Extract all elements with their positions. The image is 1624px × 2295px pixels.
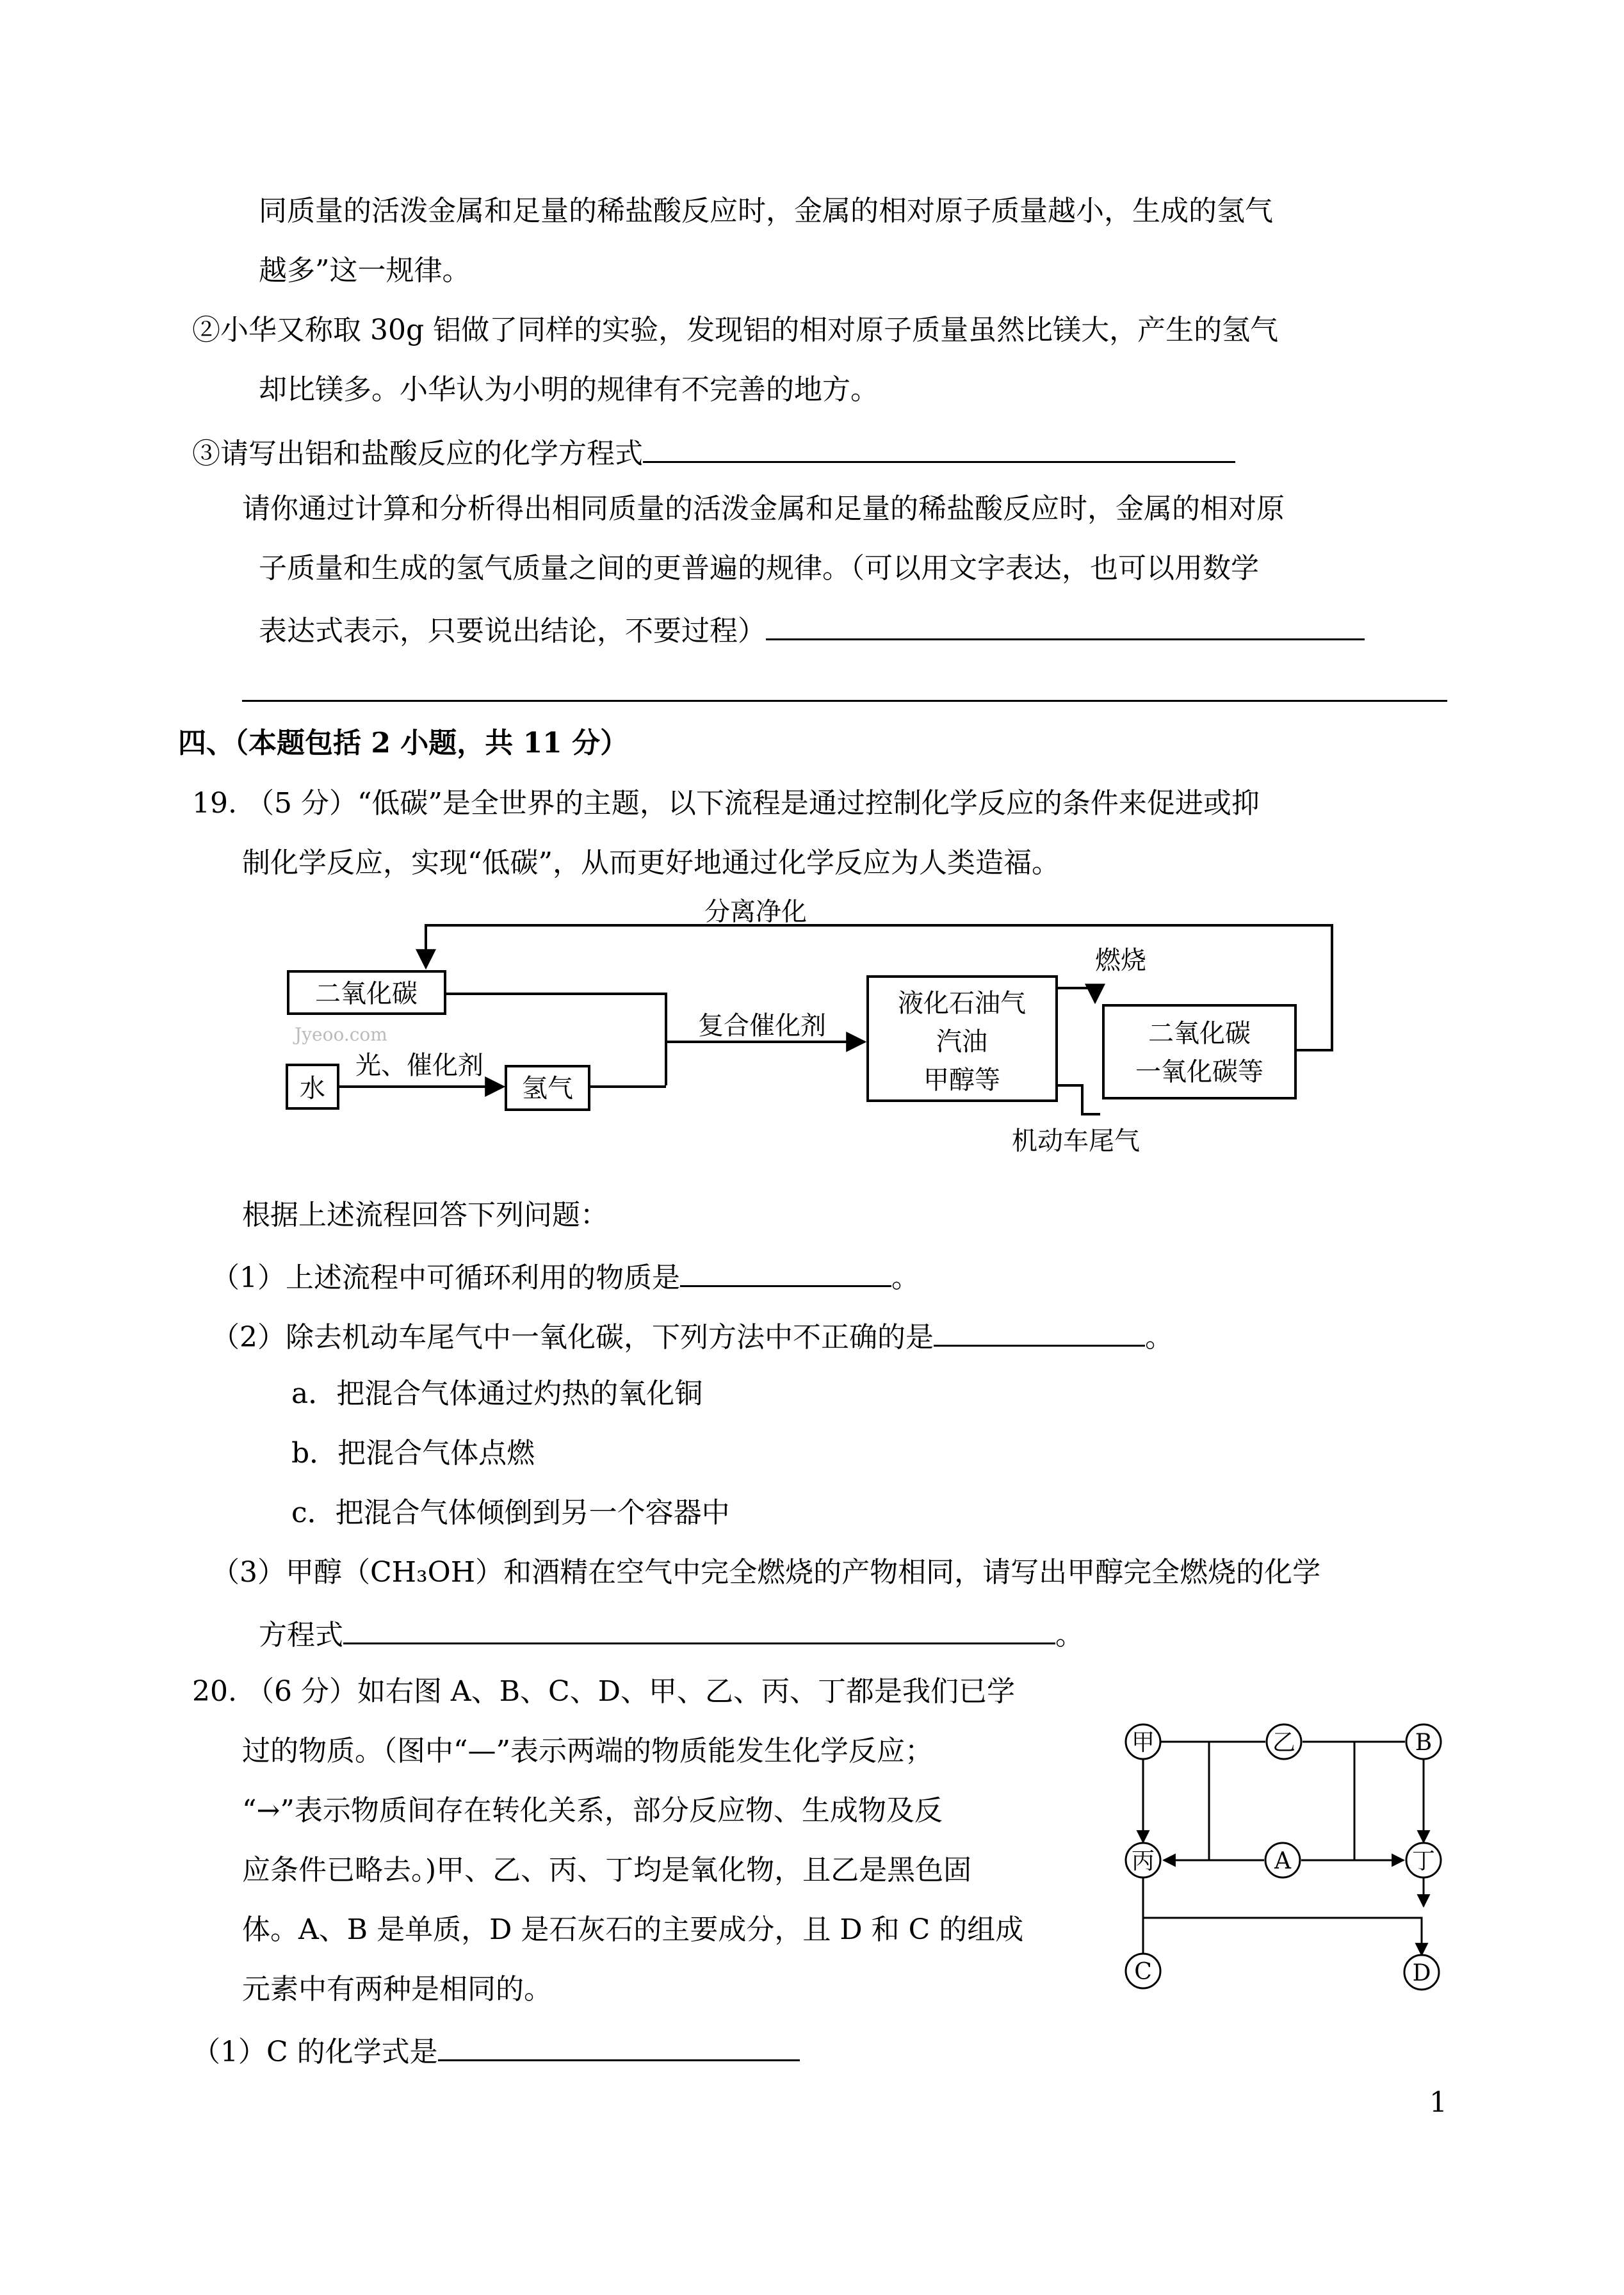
- q19-sub3-line1: （3）甲醇（CH₃OH）和酒精在空气中完全燃烧的产物相同，请写出甲醇完全燃烧的化学: [211, 1556, 1321, 1589]
- q20-line1: 20. （6 分）如右图 A、B、C、D、甲、乙、丙、丁都是我们已学: [192, 1675, 1015, 1708]
- q20-line5: 体。A、B 是单质，D 是石灰石的主要成分，且 D 和 C 的组成: [242, 1913, 1024, 1946]
- label-hydrogen: 氢气: [522, 1074, 573, 1103]
- node-jia: 甲: [1131, 1730, 1155, 1756]
- label-water: 水: [300, 1074, 325, 1103]
- q19-sub3-line2: [259, 1614, 1084, 1653]
- answer-blank-rule[interactable]: [766, 610, 1365, 640]
- label-fuel-1: 液化石油气: [898, 989, 1026, 1018]
- q19-sub2-text: （2）除去机动车尾气中一氧化碳，下列方法中不正确的是: [211, 1321, 934, 1354]
- label-composite-catalyst: 复合催化剂: [698, 1011, 826, 1041]
- q18-ask-line3-text: 表达式表示，只要说出结论，不要过程）: [259, 615, 766, 647]
- q20-line4: 应条件已略去。)甲、乙、丙、丁均是氧化物，且乙是黑色固: [242, 1854, 972, 1886]
- label-burn: 燃烧: [1095, 946, 1146, 975]
- q19-line1: 19. （5 分）“低碳”是全世界的主题，以下流程是通过控制化学反应的条件来促进或抑: [192, 787, 1260, 820]
- node-A: A: [1274, 1848, 1291, 1874]
- q20-line3: “→”表示物质间存在转化关系，部分反应物、生成物及反: [242, 1794, 943, 1827]
- q20-sub1: [192, 2031, 800, 2070]
- q18-item3: [192, 433, 1235, 472]
- label-vehicle-exhaust: 机动车尾气: [1012, 1126, 1140, 1156]
- answer-blank-recycle[interactable]: [680, 1257, 891, 1287]
- q19-sub3-end: 。: [1055, 1619, 1084, 1651]
- answer-blank-method[interactable]: [934, 1317, 1145, 1347]
- node-ding: 丁: [1411, 1848, 1436, 1874]
- option-b: b．把混合气体点燃: [291, 1437, 535, 1470]
- answer-blank-rule-line2[interactable]: [242, 700, 1447, 702]
- q18-line2: 越多”这一规律。: [259, 254, 471, 287]
- answer-blank-equation[interactable]: [643, 433, 1235, 463]
- answer-blank-c-formula[interactable]: [438, 2031, 800, 2061]
- option-a: a．把混合气体通过灼热的氧化铜: [291, 1377, 703, 1410]
- q18-ask-line1: 请你通过计算和分析得出相同质量的活泼金属和足量的稀盐酸反应时，金属的相对原: [242, 492, 1285, 525]
- q18-line1: 同质量的活泼金属和足量的稀盐酸反应时，金属的相对原子质量越小，生成的氢气: [259, 195, 1273, 227]
- option-c: c．把混合气体倾倒到另一个容器中: [291, 1496, 730, 1529]
- label-fuel-3: 甲醇等: [923, 1066, 1000, 1095]
- node-D: D: [1412, 1960, 1431, 1986]
- q18-item2-line1: ②小华又称取 30g 铝做了同样的实验，发现铝的相对原子质量虽然比镁大，产生的氢气: [192, 314, 1279, 346]
- q18-ask-line3: [259, 610, 1365, 649]
- q19-sub2-end: 。: [1145, 1321, 1173, 1354]
- node-yi: 乙: [1272, 1730, 1296, 1756]
- label-separate-purify: 分离净化: [704, 897, 807, 927]
- page-number: 1: [1429, 2086, 1447, 2119]
- answer-blank-methanol-equation[interactable]: [343, 1614, 1055, 1644]
- q19-intro: 根据上述流程回答下列问题：: [242, 1199, 608, 1231]
- q18-ask-line2: 子质量和生成的氢气质量之间的更普遍的规律。（可以用文字表达，也可以用数学: [259, 552, 1259, 585]
- label-fuel-2: 汽油: [936, 1027, 987, 1057]
- q19-sub1: [211, 1257, 920, 1296]
- q20-line2: 过的物质。（图中“—”表示两端的物质能发生化学反应；: [242, 1735, 933, 1767]
- label-exhaust-1: 二氧化碳: [1148, 1019, 1251, 1048]
- q20-sub1-text: （1）C 的化学式是: [192, 2036, 438, 2068]
- section-title: 四、（本题包括 2 小题，共 11 分）: [178, 727, 629, 759]
- q19-sub1-end: 。: [891, 1261, 920, 1294]
- q19-flow-diagram: [269, 893, 1358, 1169]
- label-co2: 二氧化碳: [315, 979, 418, 1009]
- q19-sub1-text: （1）上述流程中可循环利用的物质是: [211, 1261, 680, 1294]
- q18-item3-text: ③请写出铝和盐酸反应的化学方程式: [192, 437, 643, 470]
- q20-relation-diagram: [1108, 1707, 1492, 2001]
- q19-sub3-text: 方程式: [259, 1619, 343, 1651]
- node-B: B: [1415, 1730, 1433, 1756]
- label-exhaust-2: 一氧化碳等: [1135, 1057, 1263, 1087]
- q20-line6: 元素中有两种是相同的。: [242, 1973, 552, 2006]
- watermark: Jyeoo.com: [295, 1024, 387, 1045]
- q18-item2-line2: 却比镁多。小华认为小明的规律有不完善的地方。: [259, 373, 879, 406]
- label-light-catalyst: 光、催化剂: [355, 1051, 483, 1080]
- node-bing: 丙: [1131, 1848, 1155, 1874]
- q19-line2: 制化学反应，实现“低碳”，从而更好地通过化学反应为人类造福。: [242, 847, 1060, 879]
- q19-sub2: [211, 1317, 1173, 1356]
- node-C: C: [1134, 1959, 1152, 1985]
